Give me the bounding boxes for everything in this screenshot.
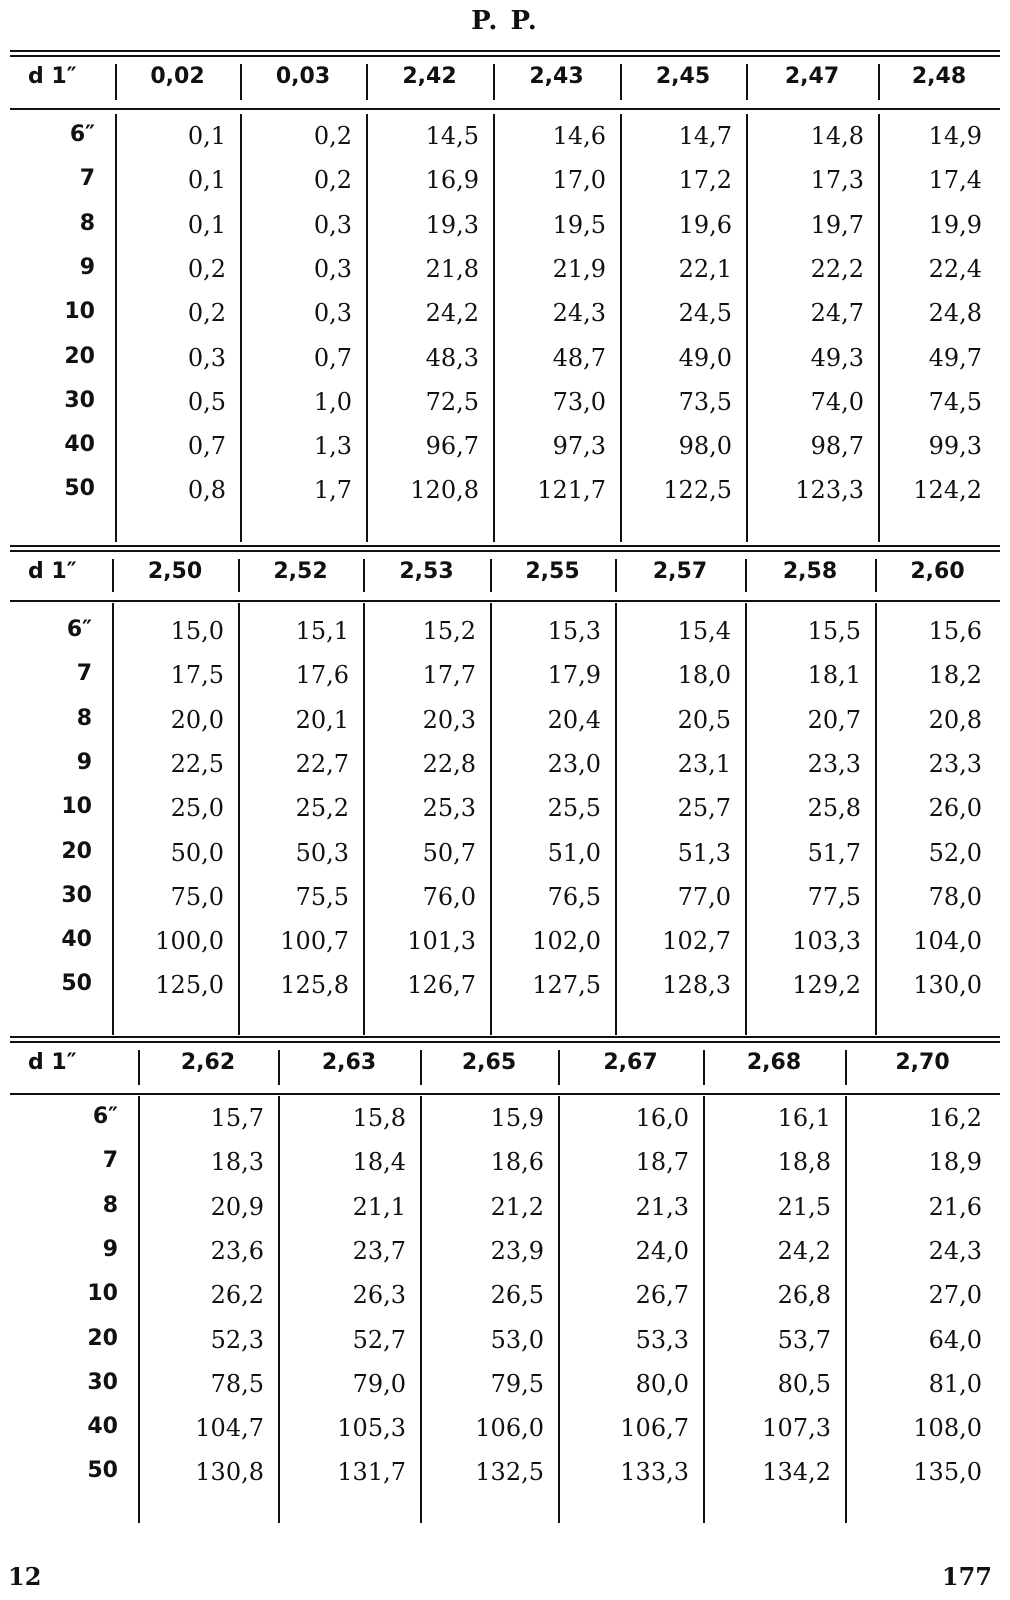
table-cell: 18,2 <box>928 661 982 690</box>
table-cell: 0,7 <box>313 343 352 372</box>
table-cell: 14,5 <box>425 122 479 150</box>
table-cell: 14,9 <box>928 122 982 150</box>
row-label: 9 <box>76 749 92 775</box>
table-cell: 23,6 <box>210 1236 264 1265</box>
table-cell: 130,0 <box>913 971 982 1000</box>
table-cell: 18,4 <box>352 1148 406 1177</box>
table-cell: 0,1 <box>187 166 226 195</box>
table-cell: 25,5 <box>547 794 601 823</box>
table-cell: 0,3 <box>187 343 226 372</box>
table-cell: 80,5 <box>777 1369 831 1398</box>
header-label: d 1″ <box>28 1050 77 1075</box>
table-cell: 0,7 <box>187 432 226 461</box>
table-cell: 0,2 <box>187 254 226 283</box>
page-title: P. P. <box>471 6 539 36</box>
table-cell: 0,2 <box>187 299 226 328</box>
table-cell: 20,7 <box>807 705 861 734</box>
table-cell: 19,6 <box>678 210 732 239</box>
column-header: 2,57 <box>652 559 708 584</box>
table-cell: 81,0 <box>928 1369 982 1398</box>
table-cell: 96,7 <box>425 432 479 461</box>
row-label: 30 <box>61 882 92 908</box>
table-cell: 21,8 <box>425 254 479 283</box>
table-cell: 98,0 <box>678 432 732 461</box>
table-cell: 106,7 <box>620 1414 689 1443</box>
table-block-1 <box>10 50 1000 542</box>
table-cell: 21,1 <box>352 1192 406 1221</box>
table-cell: 16,9 <box>425 166 479 195</box>
table-cell: 127,5 <box>532 971 601 1000</box>
table-cell: 1,7 <box>313 476 352 505</box>
table-cell: 20,3 <box>422 705 476 734</box>
column-header: 2,70 <box>895 1050 950 1075</box>
table-cell: 25,0 <box>170 794 224 823</box>
table-cell: 27,0 <box>928 1281 982 1310</box>
header-rule <box>10 108 1000 110</box>
table-cell: 26,0 <box>928 794 982 823</box>
row-label: 8 <box>76 705 92 731</box>
table-cell: 78,0 <box>928 882 982 911</box>
table-cell: 24,8 <box>928 299 982 328</box>
table-cell: 25,3 <box>422 794 476 823</box>
table-cell: 17,7 <box>422 661 476 690</box>
table-cell: 0,3 <box>313 254 352 283</box>
column-header: 2,60 <box>910 559 965 584</box>
table-cell: 18,0 <box>677 661 731 690</box>
table-cell: 79,0 <box>352 1369 406 1398</box>
table-cell: 15,6 <box>928 617 982 645</box>
table-cell: 18,7 <box>635 1148 689 1177</box>
table-cell: 104,7 <box>195 1414 264 1443</box>
table-cell: 129,2 <box>792 971 861 1000</box>
table-cell: 23,9 <box>490 1236 544 1265</box>
table-cell: 50,3 <box>295 838 349 867</box>
table-cell: 53,3 <box>635 1325 689 1354</box>
table-cell: 51,0 <box>547 838 601 867</box>
column-header: 2,53 <box>399 559 454 584</box>
table-cell: 19,9 <box>928 210 982 239</box>
table-cell: 0,8 <box>187 476 226 505</box>
left-page-number: 12 <box>8 1562 42 1591</box>
double-rule-top <box>10 50 1000 52</box>
table-cell: 16,0 <box>635 1104 689 1132</box>
table-cell: 0,2 <box>313 166 352 195</box>
table-cell: 73,0 <box>552 387 606 416</box>
table-cell: 124,2 <box>913 476 982 505</box>
table-cell: 16,1 <box>777 1104 831 1132</box>
table-cell: 74,0 <box>810 387 864 416</box>
table-cell: 24,3 <box>928 1236 982 1265</box>
table-cell: 23,3 <box>807 749 861 778</box>
table-cell: 125,8 <box>280 971 349 1000</box>
table-cell: 80,0 <box>635 1369 689 1398</box>
table-cell: 22,4 <box>928 254 982 283</box>
table-cell: 102,7 <box>662 927 731 956</box>
table-cell: 53,0 <box>490 1325 544 1354</box>
table-cell: 21,3 <box>635 1192 689 1221</box>
column-header: 2,63 <box>321 1050 377 1075</box>
table-cell: 76,5 <box>547 882 601 911</box>
row-label: 7 <box>79 166 95 192</box>
table-cell: 49,3 <box>810 343 864 372</box>
table-cell: 73,5 <box>678 387 732 416</box>
table-cell: 99,3 <box>928 432 982 461</box>
table-cell: 100,0 <box>155 927 224 956</box>
table-cell: 24,2 <box>425 299 479 328</box>
table-cell: 22,1 <box>678 254 732 283</box>
right-page-number: 177 <box>941 1562 992 1591</box>
row-label: 30 <box>87 1369 118 1395</box>
table-cell: 19,5 <box>552 210 606 239</box>
table-block-3 <box>10 1036 1000 1523</box>
table-cell: 23,0 <box>547 749 601 778</box>
table-cell: 24,0 <box>635 1236 689 1265</box>
table-cell: 49,0 <box>678 343 732 372</box>
table-cell: 25,7 <box>677 794 731 823</box>
table-cell: 23,1 <box>677 749 731 778</box>
header-label: d 1″ <box>28 559 77 584</box>
table-cell: 15,9 <box>490 1104 544 1132</box>
table-cell: 20,9 <box>210 1192 264 1221</box>
table-cell: 18,8 <box>777 1148 831 1177</box>
table-cell: 106,0 <box>475 1414 544 1443</box>
double-rule-top <box>10 545 1000 547</box>
table-cell: 0,1 <box>187 210 226 239</box>
table-cell: 132,5 <box>475 1458 544 1487</box>
double-rule-top-second <box>10 550 1000 552</box>
table-cell: 16,2 <box>928 1104 982 1132</box>
header-label: d 1″ <box>28 64 77 89</box>
column-header: 2,47 <box>784 64 840 89</box>
table-cell: 79,5 <box>490 1369 544 1398</box>
table-cell: 74,5 <box>928 387 982 416</box>
table-cell: 0,5 <box>187 387 226 416</box>
table-cell: 102,0 <box>532 927 601 956</box>
table-cell: 103,3 <box>792 927 861 956</box>
table-cell: 51,7 <box>807 838 861 867</box>
table-cell: 24,7 <box>810 299 864 328</box>
column-header: 0,03 <box>275 64 331 89</box>
row-label: 9 <box>79 254 95 280</box>
table-cell: 26,5 <box>490 1281 544 1310</box>
row-label: 7 <box>102 1148 118 1174</box>
table-cell: 52,3 <box>210 1325 264 1354</box>
table-cell: 25,8 <box>807 794 861 823</box>
table-cell: 135,0 <box>913 1458 982 1487</box>
table-cell: 105,3 <box>337 1414 406 1443</box>
table-cell: 17,5 <box>170 661 224 690</box>
table-cell: 17,0 <box>552 166 606 195</box>
table-cell: 20,0 <box>170 705 224 734</box>
column-header: 0,02 <box>150 64 205 89</box>
column-header: 2,48 <box>911 64 967 89</box>
table-cell: 77,0 <box>677 882 731 911</box>
table-cell: 121,7 <box>537 476 606 505</box>
table-cell: 75,0 <box>170 882 224 911</box>
row-label: 9 <box>102 1236 118 1262</box>
header-rule <box>10 1093 1000 1095</box>
table-cell: 26,3 <box>352 1281 406 1310</box>
column-header: 2,58 <box>782 559 838 584</box>
table-cell: 122,5 <box>663 476 732 505</box>
table-cell: 1,0 <box>313 387 352 416</box>
table-cell: 49,7 <box>928 343 982 372</box>
table-cell: 50,7 <box>422 838 476 867</box>
table-cell: 20,1 <box>295 705 349 734</box>
table-cell: 19,3 <box>425 210 479 239</box>
table-cell: 75,5 <box>295 882 349 911</box>
table-cell: 23,7 <box>352 1236 406 1265</box>
table-cell: 134,2 <box>762 1458 831 1487</box>
table-cell: 18,3 <box>210 1148 264 1177</box>
table-cell: 107,3 <box>762 1414 831 1443</box>
column-header: 2,42 <box>402 64 457 89</box>
table-cell: 76,0 <box>422 882 476 911</box>
table-cell: 22,2 <box>810 254 864 283</box>
table-cell: 101,3 <box>407 927 476 956</box>
table-cell: 14,7 <box>678 122 732 150</box>
table-cell: 0,3 <box>313 299 352 328</box>
row-label: 20 <box>64 343 95 369</box>
table-cell: 21,9 <box>552 254 606 283</box>
row-label: 10 <box>61 794 92 820</box>
table-cell: 77,5 <box>807 882 861 911</box>
column-header: 2,50 <box>147 559 203 584</box>
table-cell: 21,6 <box>928 1192 982 1221</box>
table-cell: 15,2 <box>422 617 476 645</box>
table-cell: 1,3 <box>313 432 352 461</box>
row-label: 8 <box>79 210 95 236</box>
table-cell: 18,9 <box>928 1148 982 1177</box>
table-cell: 50,0 <box>170 838 224 867</box>
table-cell: 17,9 <box>547 661 601 690</box>
table-cell: 15,4 <box>677 617 731 645</box>
header-rule <box>10 600 1000 602</box>
table-cell: 21,2 <box>490 1192 544 1221</box>
table-cell: 19,7 <box>810 210 864 239</box>
table-cell: 0,3 <box>313 210 352 239</box>
table-cell: 24,3 <box>552 299 606 328</box>
row-label: 50 <box>87 1458 118 1484</box>
double-rule-top <box>10 1036 1000 1038</box>
row-label: 40 <box>87 1414 118 1440</box>
table-cell: 52,0 <box>928 838 982 867</box>
column-header: 2,65 <box>461 1050 517 1075</box>
table-cell: 17,6 <box>295 661 349 690</box>
table-cell: 26,7 <box>635 1281 689 1310</box>
column-header: 2,68 <box>746 1050 802 1075</box>
table-cell: 22,5 <box>170 749 224 778</box>
table-cell: 24,5 <box>678 299 732 328</box>
table-cell: 18,6 <box>490 1148 544 1177</box>
column-header: 2,45 <box>655 64 711 89</box>
table-cell: 72,5 <box>425 387 479 416</box>
table-cell: 14,8 <box>810 122 864 150</box>
table-cell: 22,7 <box>295 749 349 778</box>
table-cell: 120,8 <box>410 476 479 505</box>
table-cell: 126,7 <box>407 971 476 1000</box>
table-cell: 78,5 <box>210 1369 264 1398</box>
column-header: 2,55 <box>525 559 580 584</box>
table-cell: 15,0 <box>170 617 224 645</box>
table-cell: 25,2 <box>295 794 349 823</box>
table-cell: 133,3 <box>620 1458 689 1487</box>
table-cell: 128,3 <box>662 971 731 1000</box>
table-cell: 104,0 <box>913 927 982 956</box>
table-cell: 22,8 <box>422 749 476 778</box>
table-cell: 100,7 <box>280 927 349 956</box>
row-label: 30 <box>64 387 95 413</box>
table-cell: 23,3 <box>928 749 982 778</box>
table-cell: 14,6 <box>552 122 606 150</box>
table-cell: 130,8 <box>195 1458 264 1487</box>
table-block-2 <box>10 545 1000 1035</box>
table-cell: 17,2 <box>678 166 732 195</box>
table-cell: 15,3 <box>547 617 601 645</box>
table-cell: 51,3 <box>677 838 731 867</box>
table-cell: 64,0 <box>928 1325 982 1354</box>
column-header: 2,52 <box>273 559 328 584</box>
table-cell: 48,7 <box>552 343 606 372</box>
table-cell: 48,3 <box>425 343 479 372</box>
table-cell: 15,7 <box>210 1104 264 1132</box>
table-cell: 123,3 <box>795 476 864 505</box>
row-label: 7 <box>76 661 92 687</box>
table-cell: 20,4 <box>547 705 601 734</box>
table-cell: 0,1 <box>187 122 226 150</box>
row-label: 6″ <box>66 617 92 642</box>
table-cell: 52,7 <box>352 1325 406 1354</box>
table-cell: 125,0 <box>155 971 224 1000</box>
table-cell: 15,5 <box>807 617 861 645</box>
table-cell: 21,5 <box>777 1192 831 1221</box>
row-label: 6″ <box>69 122 95 147</box>
row-label: 20 <box>87 1325 118 1351</box>
row-label: 20 <box>61 838 92 864</box>
column-header: 2,62 <box>180 1050 236 1075</box>
row-label: 6″ <box>92 1104 118 1129</box>
row-label: 40 <box>64 432 95 458</box>
row-label: 50 <box>61 971 92 997</box>
table-cell: 15,8 <box>352 1104 406 1132</box>
column-header: 2,67 <box>603 1050 658 1075</box>
table-cell: 20,5 <box>677 705 731 734</box>
table-cell: 18,1 <box>807 661 861 690</box>
row-label: 8 <box>102 1192 118 1218</box>
row-label: 10 <box>87 1281 118 1307</box>
table-cell: 98,7 <box>810 432 864 461</box>
table-cell: 15,1 <box>295 617 349 645</box>
double-rule-top-second <box>10 55 1000 57</box>
table-cell: 0,2 <box>313 122 352 150</box>
table-cell: 17,4 <box>928 166 982 195</box>
table-cell: 53,7 <box>777 1325 831 1354</box>
table-cell: 26,8 <box>777 1281 831 1310</box>
row-label: 40 <box>61 927 92 953</box>
table-cell: 108,0 <box>913 1414 982 1443</box>
column-header: 2,43 <box>529 64 584 89</box>
table-cell: 20,8 <box>928 705 982 734</box>
table-cell: 131,7 <box>337 1458 406 1487</box>
double-rule-top-second <box>10 1041 1000 1043</box>
table-cell: 26,2 <box>210 1281 264 1310</box>
table-cell: 17,3 <box>810 166 864 195</box>
table-cell: 97,3 <box>552 432 606 461</box>
row-label: 10 <box>64 299 95 325</box>
row-label: 50 <box>64 476 95 502</box>
table-cell: 24,2 <box>777 1236 831 1265</box>
